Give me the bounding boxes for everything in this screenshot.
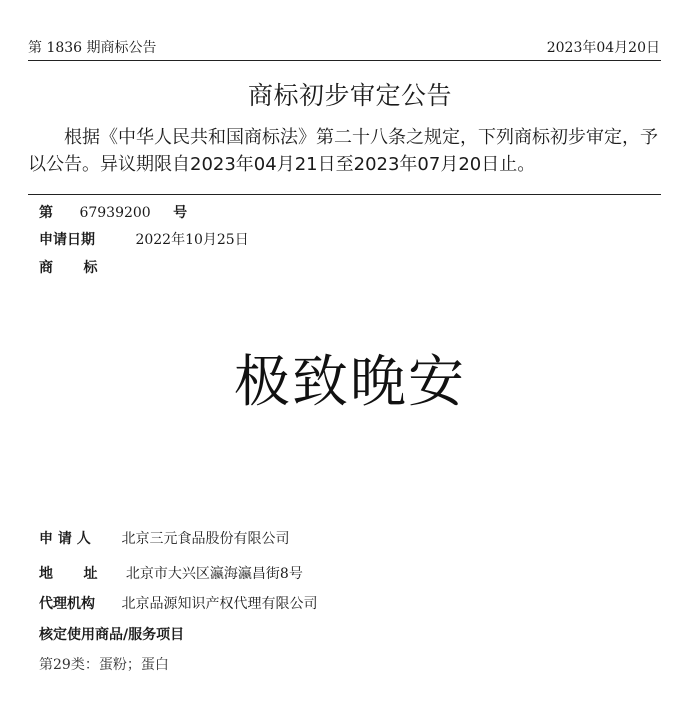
filing-date: 2022年10月25日: [135, 232, 249, 248]
goods-list: 第29类：蛋粉；蛋白: [39, 657, 169, 673]
registration-number-row: [39, 202, 187, 222]
number-prefix: 第: [39, 205, 53, 221]
trademark-label-1: 商: [39, 260, 53, 276]
registration-number: 67939200: [79, 205, 151, 221]
section-divider: [28, 194, 661, 195]
agent-row: [39, 593, 317, 613]
address-value: 北京市大兴区瀛海瀛昌街8号: [125, 566, 303, 582]
agent-label: 代理机构: [39, 596, 95, 612]
goods-label-row: [39, 624, 184, 644]
agent-name: 北京品源知识产权代理有限公司: [121, 596, 318, 612]
publication-date: 2023年04月20日: [546, 40, 660, 56]
page-title: 商标初步审定公告: [247, 81, 452, 110]
header-divider: [28, 60, 661, 61]
applicant-name: 北京三元食品股份有限公司: [121, 531, 290, 547]
address-row: [39, 563, 303, 583]
filing-date-row: [39, 229, 249, 249]
trademark-text: 极致晚安: [234, 350, 466, 415]
address-label-1: 地: [39, 566, 53, 582]
goods-label: 核定使用商品/服务项目: [39, 627, 185, 643]
trademark-label-2: 标: [83, 260, 98, 276]
applicant-label: 申 请 人: [39, 531, 91, 547]
number-suffix: 号: [173, 205, 188, 221]
filing-date-label: 申请日期: [39, 232, 95, 248]
issue-number: 第 1836 期商标公告: [28, 40, 157, 56]
trademark-label-row: [39, 257, 97, 277]
goods-row: [39, 654, 169, 674]
address-label-2: 址: [83, 566, 98, 582]
announcement-body: 根据《中华人民共和国商标法》第二十八条之规定，下列商标初步审定，予以公告。异议期限自2023年04月21日至2023年07月20日止。: [28, 127, 658, 175]
applicant-row: [39, 528, 289, 548]
